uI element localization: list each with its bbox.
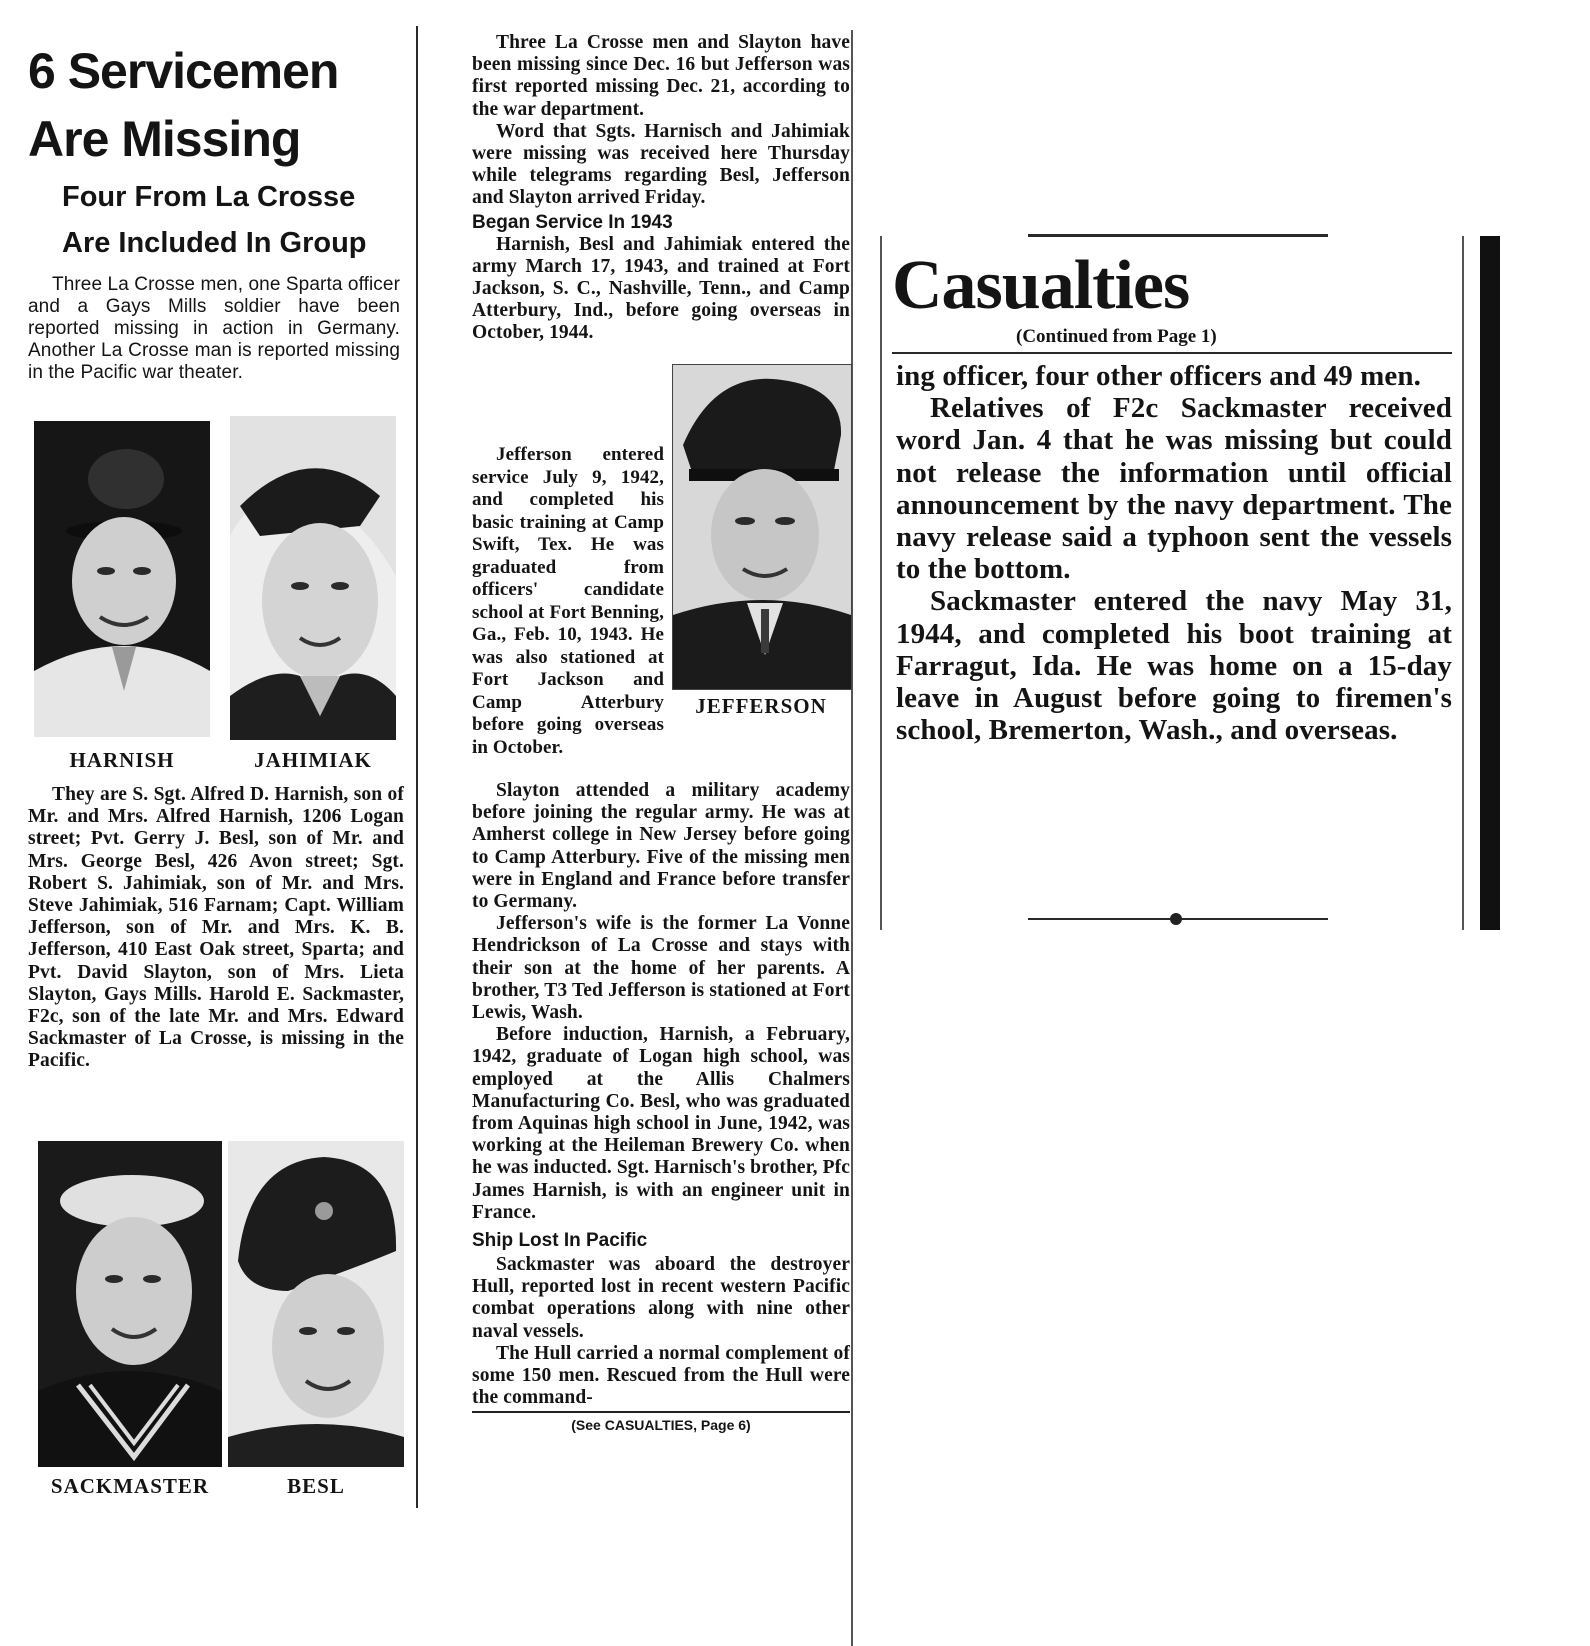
portrait-officer-icon: [673, 365, 851, 689]
para-telegrams: Word that Sgts. Harnisch and Jahimiak were missing was received here Thursday while telegrams regarding Besl, Jefferson and Slayton arrived Friday.: [472, 120, 850, 209]
column-rule-right: [851, 30, 853, 1646]
casualties-para-rescued: ing officer, four other officers and 49 men.: [896, 360, 1421, 392]
subhead-line1: Four From La Crosse: [62, 181, 356, 213]
caption-jahimiak: JAHIMIAK: [254, 748, 372, 772]
portrait-soldier-cap-icon: [34, 421, 210, 737]
para-destroyer-hull: Sackmaster was aboard the destroyer Hull, reported lost in recent western Pacific combat operations along with nine other naval vessels.: [472, 1254, 850, 1342]
photo-sackmaster: [38, 1141, 222, 1467]
para-hull-complement: The Hull carried a normal complement of some 150 men. Rescued from the Hull were the command-: [472, 1343, 850, 1414]
caption-besl: BESL: [287, 1474, 345, 1498]
para-jefferson-wife: Jefferson's wife is the former La Vonne Hendrickson of La Crosse and stays with their son at the home of her parents. A brother, T3 Ted Jefferson is stationed at Fort Lewis, Wash.: [472, 913, 850, 1024]
casualties-top-rule: [1028, 234, 1328, 237]
casualties-para-relatives: Relatives of F2c Sackmaster received word Jan. 4 that he was missing but could not release the information until official announcement by the navy department. The navy release said a typhoon sent the vessels to the bottom.: [896, 392, 1452, 586]
casualties-head-rule: [892, 352, 1452, 354]
names-paragraph: They are S. Sgt. Alfred D. Harnish, son of Mr. and Mrs. Alfred Harnish, 1206 Logan street; Pvt. Gerry J. Besl, son of Mr. and Mrs. George Besl, 426 Avon street; Sgt. Robert S. Jahimiak, son of Mr. and Mrs. Steve Jahimiak, 516 Farnam; Capt. William Jefferson, son of Mr. and Mrs. K. B. Jefferson, 410 East Oak street, Sparta; and Pvt. David Slayton, son of Mrs. Lieta Slayton, Gays Mills. Harold E. Sackmaster, F2c, son of the late Mr. and Mrs. Edward Sackmaster of La Crosse, is missing in the Pacific.: [28, 784, 404, 1072]
subhead-line2: Are Included In Group: [62, 227, 367, 259]
casualties-para-navy-service: Sackmaster entered the navy May 31, 1944, and completed his boot training at Farragut, Ida. He was home on a 15-day leave in August before going to firemen's school, Bremerton, Wash., and overseas.: [896, 585, 1452, 747]
continued-from-line: (Continued from Page 1): [1016, 326, 1217, 347]
para-slayton: Slayton attended a military academy before joining the regular army. He was at Amherst college in New Jersey before going to Camp Atterbury. Five of the missing men were in England and France before transfer to Germany.: [472, 780, 850, 913]
casualties-right-border: [1480, 236, 1500, 930]
para-before-induction: Before induction, Harnish, a February, 1942, graduate of Logan high school, was employed at the Allis Chalmers Manufacturing Co. Besl, who was graduated from Aquinas high school in June, 1942, was working at the Heileman Brewery Co. when he was inducted. Sgt. Harnisch's brother, Pfc James Harnish, is with an engineer unit in France.: [472, 1024, 850, 1223]
para-missing-since: Three La Crosse men and Slayton have been missing since Dec. 16 but Jefferson was first reported missing Dec. 21, according to the war department.: [472, 32, 850, 120]
photo-jahimiak: [230, 416, 396, 740]
jump-line: (See CASUALTIES, Page 6): [571, 1417, 751, 1434]
caption-sackmaster: SACKMASTER: [50, 1474, 210, 1498]
headline-line1: 6 Servicemen: [28, 43, 339, 99]
lede-paragraph: Three La Crosse men, one Sparta officer and a Gays Mills soldier have been reported missing in action in Germany. Another La Crosse man is reported missing in the Pacific war theater.: [28, 274, 400, 383]
photo-harnish: [34, 421, 210, 737]
portrait-sailor-icon: [38, 1141, 222, 1467]
casualties-headline: Casualties: [892, 247, 1190, 324]
casualties-left-rule: [880, 236, 882, 930]
bottom-rule-dot: [1170, 913, 1182, 925]
portrait-soldier-garrison-cap-icon: [230, 416, 396, 740]
para-jefferson-service: Jefferson entered service July 9, 1942, and completed his basic training at Camp Swift, Tex. He was graduated from officers' candidate school at Fort Benning, Ga., Feb. 10, 1943. He was also stationed at Fort Jackson and Camp Atterbury before going overseas in October.: [472, 444, 664, 758]
caption-jefferson: JEFFERSON: [695, 694, 827, 718]
subhead-began-service: Began Service In 1943: [472, 211, 673, 233]
article-continuation-column: [472, 32, 850, 345]
photo-besl: [228, 1141, 404, 1467]
subhead-ship-lost: Ship Lost In Pacific: [472, 1230, 648, 1252]
caption-harnish: HARNISH: [69, 748, 175, 772]
photo-jefferson: [672, 364, 852, 690]
para-entered-army: Harnish, Besl and Jahimiak entered the army March 17, 1943, and trained at Fort Jackson, S. C., Nashville, Tenn., and Camp Atterbury, Ind., before going overseas in October, 1944.: [472, 233, 850, 344]
portrait-soldier-cap-icon: [228, 1141, 404, 1467]
column-rule: [416, 26, 418, 1508]
casualties-right-rule: [1462, 236, 1464, 930]
headline-line2: Are Missing: [28, 111, 301, 167]
